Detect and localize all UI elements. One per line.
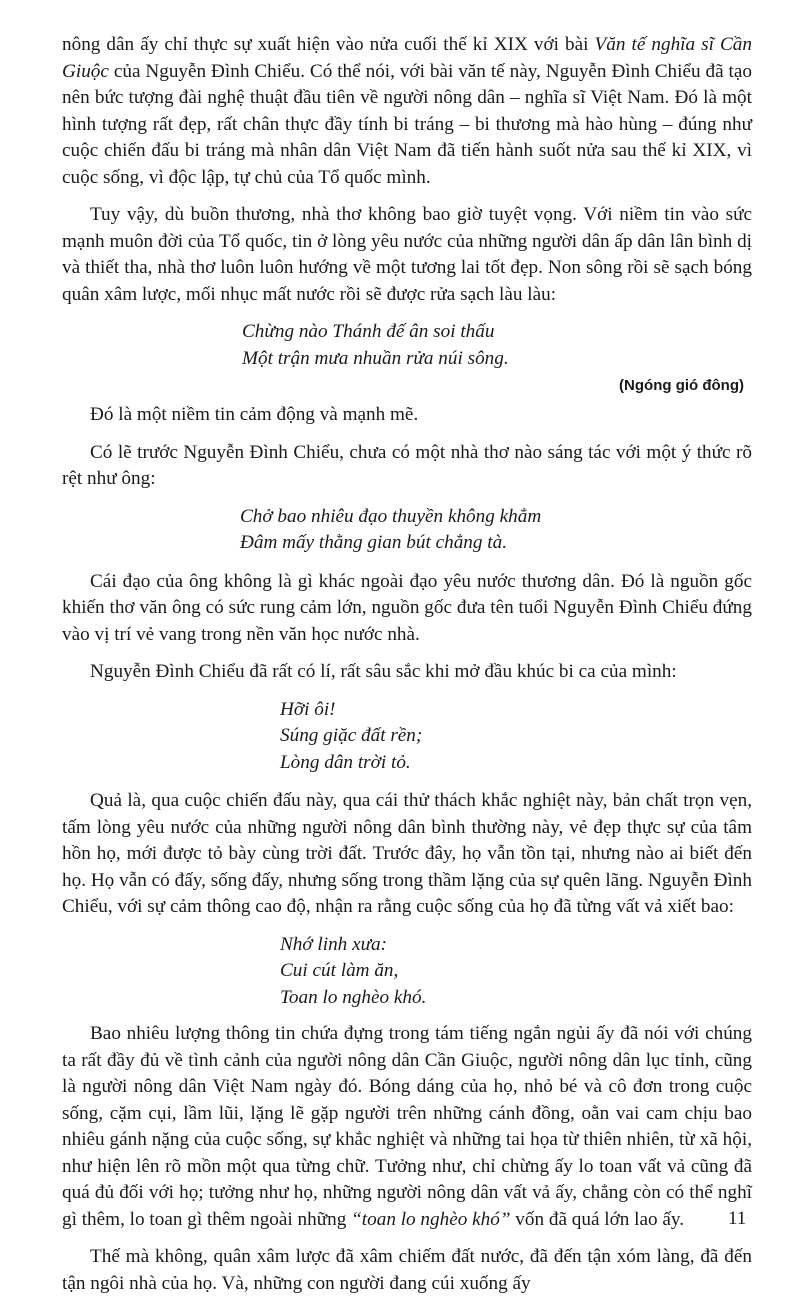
paragraph-5: Cái đạo của ông không là gì khác ngoài đạo yêu nước thương dân. Đó là nguồn gốc khiến thơ văn ông có sức rung cảm lớn, nguồn gốc đưa tên tuổi Nguyễn Đình Chiểu đứng vào vị trí vẻ vang trong nền văn học nước nhà. <box>62 570 752 645</box>
paragraph-text: Bao nhiêu lượng thông tin chứa đựng trong tám tiếng ngắn ngủi ấy đã nói với chúng ta rất đầy đủ về tình cảnh của người nông dân Cần Giuộc, người nông dân lục tỉnh, cũng là người nông dân Việt Nam ngày đó. Bóng dáng của họ, nhỏ bé và cô đơn trong cuộc sống, cặm cụi, lầm lũi, lặng lẽ gặp người trên những cánh đồng, oằn vai cam chịu bao nhiêu gánh nặng của cuộc sống, sự khắc nghiệt và những tai họa từ thiên nhiên, từ xã hội, như hiện lên rõ mồn một qua từng chữ. Tưởng như, chỉ chừng ấy lo toan vất vả cũng đã quá đủ đối với họ; tưởng như họ, những người nông dân vất vả ấy, chẳng còn có thể nghĩ gì thêm, lo toan gì thêm ngoài những <box>62 1023 752 1230</box>
verse-quote-1 <box>62 319 752 372</box>
verse-line: Lòng dân trời tỏ. <box>280 751 411 773</box>
paragraph-9: Thế mà không, quân xâm lược đã xâm chiếm đất nước, đã đến tận xóm làng, đã đến tận ngôi nhà của họ. Và, những con người đang cúi xuống ấy <box>62 1246 752 1294</box>
verse-quote-2 <box>62 504 752 557</box>
page-body <box>62 32 752 1308</box>
paragraph-1 <box>62 32 752 191</box>
verse-line: Cui cút làm ăn, <box>280 960 399 981</box>
verse-quote-3 <box>62 697 752 777</box>
verse-line: Nhớ linh xưa: <box>280 933 388 955</box>
paragraph-text: của Nguyễn Đình Chiểu. Có thể nói, với bài văn tế này, Nguyễn Đình Chiểu đã tạo nên bức tượng đài nghệ thuật đầu tiên về người nông dân – nghĩa sĩ Việt Nam. Đó là một hình tượng rất đẹp, rất chân thực đầy tính bi tráng – bi thương mà hào hùng – đúng như cuộc chiến đấu bi tráng mà nhân dân Việt Nam đã tiến hành suốt nửa sau thế kỉ XIX, vì cuộc sống, vì độc lập, tự chủ của Tổ quốc mình. <box>62 60 752 188</box>
paragraph-2: Tuy vậy, dù buồn thương, nhà thơ không bao giờ tuyệt vọng. Với niềm tin vào sức mạnh muôn đời của Tổ quốc, tin ở lòng yêu nước của những người dân ấp dân lân bình dị và thiết tha, nhà thơ luôn luôn hướng về một tương lai tốt đẹp. Non sông rồi sẽ sạch bóng quân xâm lược, mối nhục mất nước rồi sẽ được rửa sạch làu làu: <box>62 204 752 305</box>
verse-line: Hỡi ôi! <box>280 698 336 720</box>
paragraph-8 <box>62 1021 752 1233</box>
paragraph-4: Có lẽ trước Nguyễn Đình Chiểu, chưa có một nhà thơ nào sáng tác với một ý thức rõ rệt như ông: <box>62 441 752 489</box>
work-title: Văn tế nghĩa sĩ Cần Giuộc <box>62 34 752 82</box>
verse-line: Chở bao nhiêu đạo thuyền không khẳm <box>240 505 542 527</box>
quoted-phrase: “toan lo nghèo khó” <box>351 1208 511 1230</box>
verse-line: Chừng nào Thánh đế ân soi thấu <box>242 321 495 342</box>
verse-line: Toan lo nghèo khó. <box>280 986 427 1008</box>
verse-line: Đâm mấy thằng gian bút chẳng tà. <box>240 532 508 553</box>
paragraph-text: vốn đã quá lớn lao ấy. <box>510 1208 685 1230</box>
paragraph-3: Đó là một niềm tin cảm động và mạnh mẽ. <box>90 404 419 425</box>
verse-quote-4 <box>62 932 752 1012</box>
verse-source: (Ngóng gió đông) <box>619 377 744 394</box>
paragraph-text: nông dân ấy chỉ thực sự xuất hiện vào nửa cuối thế kỉ XIX với bài <box>62 34 595 55</box>
paragraph-6: Nguyễn Đình Chiểu đã rất có lí, rất sâu sắc khi mở đầu khúc bi ca của mình: <box>90 661 677 682</box>
verse-line: Một trận mưa nhuần rửa núi sông. <box>242 347 509 369</box>
verse-line: Súng giặc đất rền; <box>280 725 423 746</box>
page-number: 11 <box>728 1208 747 1229</box>
paragraph-7: Quả là, qua cuộc chiến đấu này, qua cái thử thách khắc nghiệt này, bản chất trọn vẹn, tấm lòng yêu nước của những người nông dân bình thường này, vẻ đẹp thực sự của tâm hồn họ, mới được tỏ bày cùng trời đất. Trước đây, họ vẫn tồn tại, nhưng nào ai biết đến họ. Họ vẫn có đấy, sống đấy, nhưng sống trong thầm lặng của sự quên lãng. Nguyễn Đình Chiểu, với sự cảm thông cao độ, nhận ra rằng cuộc sống của họ đã từng vất vả xiết bao: <box>62 790 752 917</box>
